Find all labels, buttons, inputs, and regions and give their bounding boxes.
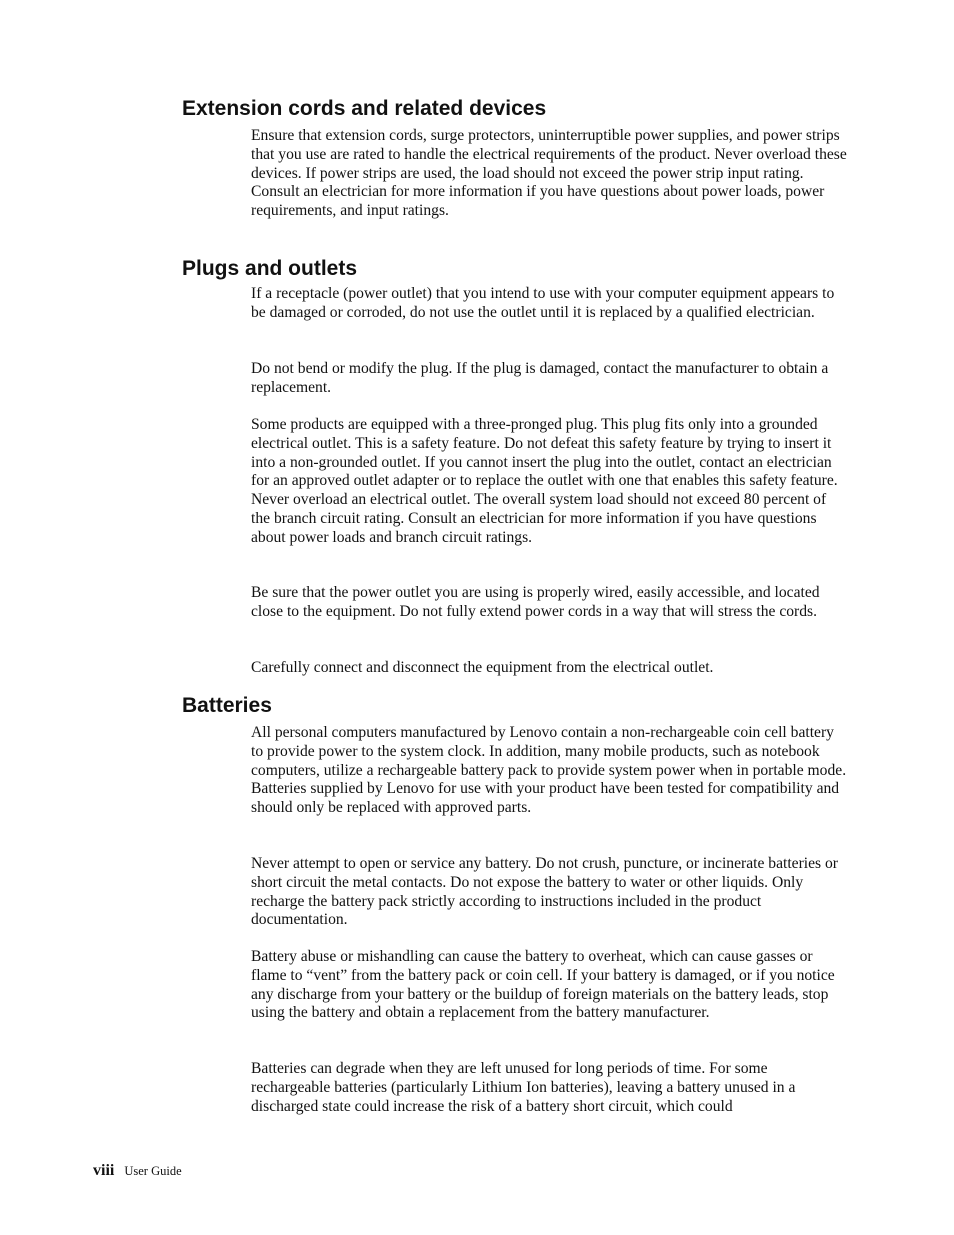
paragraph-plugs-three-pronged: Some products are equipped with a three-pronged plug. This plug fits only into a grounded electrical outlet. This is a safety feature. Do not defeat this safety feature by trying to insert it into a non-grounded outlet. If you cannot insert the plug into the outlet, contact an electrician for an approved outlet adapter or to replace the outlet with one that enables this safety feature. Never overload an electrical outlet. The overall system load should not exceed 80 percent of the branch circuit rating. Consult an electrician for more information if you have questions about power loads and branch circuit ratings. <box>251 416 838 546</box>
section-heading-batteries: Batteries <box>182 694 272 717</box>
paragraph-plugs-connect: Carefully connect and disconnect the equipment from the electrical outlet. <box>251 659 714 676</box>
section-heading-plugs-and-outlets: Plugs and outlets <box>182 257 358 280</box>
paragraph-plugs-wiring: Be sure that the power outlet you are using is properly wired, easily accessible, and located close to the equipment. Do not fully extend power cords in a way that will stress the cords. <box>251 584 820 620</box>
paragraph-batteries-abuse: Battery abuse or mishandling can cause the battery to overheat, which can cause gasses or flame to “vent” from the battery pack or coin cell. If your battery is damaged, or if you notice any discharge from your battery or the buildup of foreign materials on the battery leads, stop using the battery and obtain a replacement from the battery manufacturer. <box>251 948 835 1022</box>
paragraph-batteries-coin-cell: All personal computers manufactured by Lenovo contain a non-rechargeable coin cell battery to provide power to the system clock. In addition, many mobile products, such as notebook computers, utilize a rechargeable battery pack to provide system power when in portable mode. Batteries supplied by Lenovo for use with your product have been tested for compatibility and should only be replaced with approved parts. <box>251 724 847 817</box>
paragraph-plugs-receptacle: If a receptacle (power outlet) that you intend to use with your computer equipment appears to be damaged or corroded, do not use the outlet until it is replaced by a qualified electrician. <box>251 285 835 321</box>
section-heading-extension-cords: Extension cords and related devices <box>182 97 547 120</box>
paragraph-extension-cords: Ensure that extension cords, surge protectors, uninterruptible power supplies, and power strips that you use are rated to handle the electrical requirements of the product. Never overload these devices. If power strips are used, the load should not exceed the power strip input rating. Consult an electrician for more information if you have questions about power loads, power requirements, and input ratings. <box>251 127 847 220</box>
paragraph-batteries-degrade: Batteries can degrade when they are left unused for long periods of time. For some rechargeable batteries (particularly Lithium Ion batteries), leaving a battery unused in a discharged state could increase the risk of a battery short circuit, which could <box>251 1060 796 1115</box>
page-footer <box>93 1162 182 1180</box>
document-title: User Guide <box>124 1164 182 1178</box>
page-number: viii <box>93 1162 115 1179</box>
paragraph-plugs-modify: Do not bend or modify the plug. If the plug is damaged, contact the manufacturer to obtain a replacement. <box>251 360 829 396</box>
paragraph-batteries-service: Never attempt to open or service any battery. Do not crush, puncture, or incinerate batteries or short circuit the metal contacts. Do not expose the battery to water or other liquids. Only recharge the battery pack strictly according to instructions included in the product documentation. <box>251 855 838 929</box>
